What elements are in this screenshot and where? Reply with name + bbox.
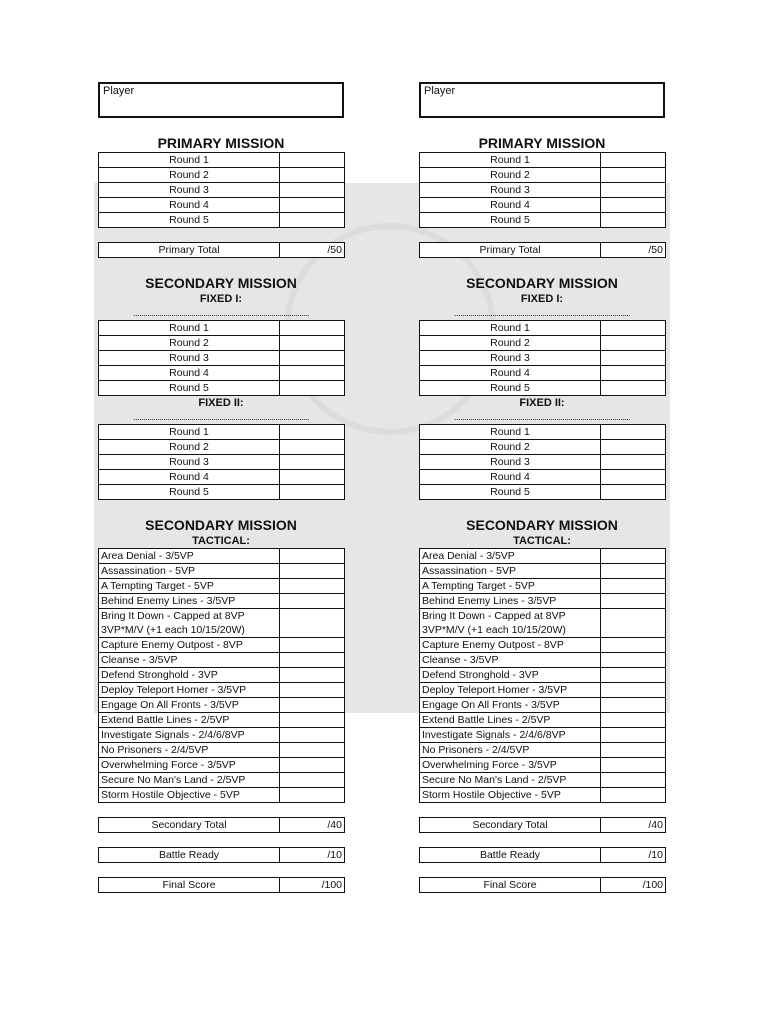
player-label: Player <box>424 85 456 97</box>
tactical-mission-name: Assassination - 5VP <box>99 564 280 579</box>
score-cell[interactable] <box>601 579 666 594</box>
score-cell[interactable] <box>280 758 345 773</box>
score-cell[interactable] <box>280 213 345 228</box>
tactical-mission-name: A Tempting Target - 5VP <box>99 579 280 594</box>
score-cell[interactable] <box>601 351 666 366</box>
final-score-table <box>98 877 345 893</box>
table-row <box>420 758 666 773</box>
round-label: Round 2 <box>420 168 601 183</box>
battle-ready-max[interactable]: /10 <box>601 848 666 863</box>
score-cell[interactable] <box>280 594 345 609</box>
tactical-mission-name: Storm Hostile Objective - 5VP <box>99 788 280 803</box>
table-row <box>420 878 666 893</box>
primary-rounds-table <box>98 152 345 228</box>
tactical-mission-heading: SECONDARY MISSION <box>466 517 618 533</box>
score-cell[interactable] <box>601 366 666 381</box>
score-cell[interactable] <box>601 336 666 351</box>
round-label: Round 1 <box>99 425 280 440</box>
table-row <box>99 818 345 833</box>
table-row <box>99 878 345 893</box>
score-cell[interactable] <box>601 198 666 213</box>
tactical-mission-note: 3VP*M/V (+1 each 10/15/20W) <box>420 623 601 638</box>
battle-ready-label: Battle Ready <box>99 848 280 863</box>
round-label: Round 5 <box>99 485 280 500</box>
battle-ready-table <box>98 847 345 863</box>
score-cell[interactable] <box>280 440 345 455</box>
score-cell[interactable] <box>280 470 345 485</box>
score-cell[interactable] <box>280 653 345 668</box>
tactical-mission-name: Capture Enemy Outpost - 8VP <box>420 638 601 653</box>
tactical-mission-name: Bring It Down - Capped at 8VP <box>99 609 280 624</box>
score-cell[interactable] <box>280 381 345 396</box>
round-label: Round 3 <box>420 351 601 366</box>
tactical-mission-name: Deploy Teleport Homer - 3/5VP <box>420 683 601 698</box>
final-score-max[interactable]: /100 <box>280 878 345 893</box>
tactical-mission-name: Capture Enemy Outpost - 8VP <box>99 638 280 653</box>
table-row <box>99 848 345 863</box>
table-row <box>420 549 666 564</box>
table-row <box>99 485 345 500</box>
round-label: Round 1 <box>420 321 601 336</box>
table-row <box>420 788 666 803</box>
score-cell[interactable] <box>280 366 345 381</box>
score-cell[interactable] <box>601 594 666 609</box>
table-row <box>420 455 666 470</box>
table-row <box>99 653 345 668</box>
round-label: Round 3 <box>420 455 601 470</box>
primary-total-max[interactable]: /50 <box>280 243 345 258</box>
player-label: Player <box>103 85 135 97</box>
table-row <box>420 321 666 336</box>
round-label: Round 4 <box>420 198 601 213</box>
fixed1-name-line[interactable]: ........................................................................................ <box>132 308 310 318</box>
score-cell[interactable] <box>280 579 345 594</box>
tactical-mission-name: Deploy Teleport Homer - 3/5VP <box>99 683 280 698</box>
primary-total-label: Primary Total <box>420 243 601 258</box>
table-row <box>420 564 666 579</box>
round-label: Round 5 <box>420 213 601 228</box>
score-cell[interactable] <box>280 668 345 683</box>
table-row <box>420 351 666 366</box>
primary-rounds-table <box>419 152 666 228</box>
round-label: Round 1 <box>420 425 601 440</box>
round-label: Round 4 <box>99 198 280 213</box>
table-row <box>420 638 666 653</box>
tactical-mission-name: Secure No Man's Land - 2/5VP <box>99 773 280 788</box>
fixed2-label: FIXED II: <box>198 397 244 409</box>
score-sheet-left <box>98 82 344 893</box>
table-row <box>420 381 666 396</box>
final-score-label: Final Score <box>99 878 280 893</box>
table-row <box>99 183 345 198</box>
primary-total-table <box>98 242 345 258</box>
battle-ready-label: Battle Ready <box>420 848 601 863</box>
table-row <box>99 351 345 366</box>
table-row <box>99 549 345 564</box>
score-cell[interactable] <box>280 425 345 440</box>
table-row <box>99 321 345 336</box>
tactical-mission-name: Overwhelming Force - 3/5VP <box>420 758 601 773</box>
tactical-mission-name: Behind Enemy Lines - 3/5VP <box>420 594 601 609</box>
table-row <box>420 848 666 863</box>
table-row <box>420 579 666 594</box>
score-cell[interactable] <box>601 455 666 470</box>
round-label: Round 4 <box>99 470 280 485</box>
table-row <box>99 579 345 594</box>
score-cell[interactable] <box>280 609 345 638</box>
fixed1-rounds-table <box>98 320 345 396</box>
score-cell[interactable] <box>601 153 666 168</box>
fixed2-rounds-table <box>419 424 666 500</box>
tactical-mission-name: Engage On All Fronts - 3/5VP <box>99 698 280 713</box>
round-label: Round 1 <box>420 153 601 168</box>
table-row <box>99 168 345 183</box>
tactical-label: TACTICAL: <box>192 535 250 547</box>
score-cell[interactable] <box>280 788 345 803</box>
score-cell[interactable] <box>280 698 345 713</box>
table-row <box>420 653 666 668</box>
tactical-mission-name: Area Denial - 3/5VP <box>99 549 280 564</box>
score-cell[interactable] <box>601 713 666 728</box>
table-row <box>99 788 345 803</box>
score-cell[interactable] <box>601 743 666 758</box>
table-row <box>420 470 666 485</box>
score-cell[interactable] <box>280 351 345 366</box>
table-row <box>420 698 666 713</box>
score-cell[interactable] <box>601 183 666 198</box>
score-cell[interactable] <box>280 198 345 213</box>
round-label: Round 2 <box>99 336 280 351</box>
tactical-mission-name: Bring It Down - Capped at 8VP <box>420 609 601 624</box>
score-cell[interactable] <box>601 381 666 396</box>
tactical-mission-name: Secure No Man's Land - 2/5VP <box>420 773 601 788</box>
table-row <box>420 243 666 258</box>
secondary-total-max[interactable]: /40 <box>280 818 345 833</box>
tactical-mission-note: 3VP*M/V (+1 each 10/15/20W) <box>99 623 280 638</box>
score-cell[interactable] <box>601 683 666 698</box>
table-row <box>99 366 345 381</box>
table-row <box>420 683 666 698</box>
table-row <box>99 381 345 396</box>
table-row <box>99 470 345 485</box>
score-cell[interactable] <box>280 336 345 351</box>
round-label: Round 2 <box>99 168 280 183</box>
battle-ready-max[interactable]: /10 <box>280 848 345 863</box>
table-row <box>420 728 666 743</box>
table-row <box>420 713 666 728</box>
table-row <box>99 713 345 728</box>
table-row <box>99 336 345 351</box>
round-label: Round 4 <box>420 366 601 381</box>
score-cell[interactable] <box>280 564 345 579</box>
score-cell[interactable] <box>280 549 345 564</box>
score-cell[interactable] <box>280 683 345 698</box>
table-row <box>420 485 666 500</box>
table-row <box>99 773 345 788</box>
player-name-box[interactable] <box>419 82 665 118</box>
table-row <box>420 183 666 198</box>
tactical-mission-name: No Prisoners - 2/4/5VP <box>420 743 601 758</box>
tactical-missions-table <box>419 548 666 803</box>
table-row <box>420 594 666 609</box>
score-cell[interactable] <box>601 698 666 713</box>
tactical-mission-name: Defend Stronghold - 3VP <box>420 668 601 683</box>
score-cell[interactable] <box>601 564 666 579</box>
tactical-mission-name: Investigate Signals - 2/4/6/8VP <box>99 728 280 743</box>
table-row <box>420 773 666 788</box>
battle-ready-table <box>419 847 666 863</box>
table-row <box>99 594 345 609</box>
round-label: Round 4 <box>420 470 601 485</box>
primary-total-label: Primary Total <box>99 243 280 258</box>
score-cell[interactable] <box>601 609 666 638</box>
score-cell[interactable] <box>601 485 666 500</box>
round-label: Round 2 <box>99 440 280 455</box>
tactical-mission-name: Cleanse - 3/5VP <box>420 653 601 668</box>
tactical-mission-name: Engage On All Fronts - 3/5VP <box>420 698 601 713</box>
final-score-table <box>419 877 666 893</box>
score-cell[interactable] <box>601 638 666 653</box>
table-row <box>420 213 666 228</box>
table-row <box>99 698 345 713</box>
score-cell[interactable] <box>280 773 345 788</box>
score-cell[interactable] <box>280 638 345 653</box>
score-cell[interactable] <box>601 425 666 440</box>
secondary-total-table <box>98 817 345 833</box>
tactical-mission-name: Assassination - 5VP <box>420 564 601 579</box>
tactical-mission-name: Extend Battle Lines - 2/5VP <box>420 713 601 728</box>
fixed1-name-line[interactable]: ........................................................................................ <box>453 308 631 318</box>
table-row <box>420 336 666 351</box>
round-label: Round 1 <box>99 153 280 168</box>
table-row <box>99 455 345 470</box>
score-cell[interactable] <box>601 758 666 773</box>
table-row <box>420 818 666 833</box>
score-cell[interactable] <box>601 440 666 455</box>
score-cell[interactable] <box>280 455 345 470</box>
table-row <box>420 668 666 683</box>
primary-mission-heading: PRIMARY MISSION <box>478 135 606 151</box>
tactical-mission-name: Defend Stronghold - 3VP <box>99 668 280 683</box>
round-label: Round 5 <box>99 381 280 396</box>
score-cell[interactable] <box>280 183 345 198</box>
table-row <box>99 728 345 743</box>
tactical-mission-heading: SECONDARY MISSION <box>145 517 297 533</box>
table-row <box>420 440 666 455</box>
round-label: Round 5 <box>420 485 601 500</box>
player-name-box[interactable] <box>98 82 344 118</box>
score-cell[interactable] <box>601 168 666 183</box>
table-row <box>420 743 666 758</box>
fixed2-name-line[interactable]: ........................................................................................ <box>453 412 631 422</box>
table-row <box>99 153 345 168</box>
score-cell[interactable] <box>601 773 666 788</box>
secondary-total-label: Secondary Total <box>99 818 280 833</box>
tactical-label: TACTICAL: <box>513 535 571 547</box>
primary-total-table <box>419 242 666 258</box>
score-cell[interactable] <box>601 668 666 683</box>
tactical-mission-name: No Prisoners - 2/4/5VP <box>99 743 280 758</box>
fixed2-name-line[interactable]: ........................................................................................ <box>132 412 310 422</box>
table-row <box>99 743 345 758</box>
table-row <box>420 366 666 381</box>
tactical-missions-table <box>98 548 345 803</box>
primary-total-max[interactable]: /50 <box>601 243 666 258</box>
round-label: Round 3 <box>420 183 601 198</box>
table-row <box>420 198 666 213</box>
score-sheet-right <box>419 82 665 893</box>
score-cell[interactable] <box>280 728 345 743</box>
score-cell[interactable] <box>601 788 666 803</box>
tactical-mission-name: Overwhelming Force - 3/5VP <box>99 758 280 773</box>
secondary-total-table <box>419 817 666 833</box>
table-row <box>420 609 666 624</box>
score-cell[interactable] <box>601 321 666 336</box>
round-label: Round 3 <box>99 351 280 366</box>
primary-mission-heading: PRIMARY MISSION <box>157 135 285 151</box>
table-row <box>99 425 345 440</box>
round-label: Round 5 <box>99 213 280 228</box>
fixed2-rounds-table <box>98 424 345 500</box>
secondary-total-max[interactable]: /40 <box>601 818 666 833</box>
tactical-mission-name: Storm Hostile Objective - 5VP <box>420 788 601 803</box>
score-cell[interactable] <box>280 153 345 168</box>
round-label: Round 2 <box>420 336 601 351</box>
table-row <box>99 564 345 579</box>
secondary-total-label: Secondary Total <box>420 818 601 833</box>
score-cell[interactable] <box>280 168 345 183</box>
table-row <box>99 638 345 653</box>
table-row <box>99 758 345 773</box>
score-cell[interactable] <box>601 728 666 743</box>
tactical-mission-name: Extend Battle Lines - 2/5VP <box>99 713 280 728</box>
table-row <box>99 243 345 258</box>
score-cell[interactable] <box>601 470 666 485</box>
table-row <box>420 153 666 168</box>
tactical-mission-name: A Tempting Target - 5VP <box>420 579 601 594</box>
score-cell[interactable] <box>280 321 345 336</box>
final-score-label: Final Score <box>420 878 601 893</box>
tactical-mission-name: Area Denial - 3/5VP <box>420 549 601 564</box>
table-row <box>420 168 666 183</box>
score-cell[interactable] <box>280 743 345 758</box>
score-cell[interactable] <box>280 713 345 728</box>
final-score-max[interactable]: /100 <box>601 878 666 893</box>
score-cell[interactable] <box>601 549 666 564</box>
score-cell[interactable] <box>280 485 345 500</box>
tactical-mission-name: Investigate Signals - 2/4/6/8VP <box>420 728 601 743</box>
round-label: Round 5 <box>420 381 601 396</box>
table-row <box>99 440 345 455</box>
table-row <box>99 668 345 683</box>
fixed1-rounds-table <box>419 320 666 396</box>
score-cell[interactable] <box>601 653 666 668</box>
fixed1-label: FIXED I: <box>520 293 564 305</box>
round-label: Round 4 <box>99 366 280 381</box>
table-row <box>99 213 345 228</box>
score-cell[interactable] <box>601 213 666 228</box>
fixed2-label: FIXED II: <box>519 397 565 409</box>
table-row <box>99 198 345 213</box>
secondary-mission-heading: SECONDARY MISSION <box>466 275 618 291</box>
fixed1-label: FIXED I: <box>199 293 243 305</box>
secondary-mission-heading: SECONDARY MISSION <box>145 275 297 291</box>
table-row <box>99 609 345 624</box>
round-label: Round 2 <box>420 440 601 455</box>
round-label: Round 3 <box>99 183 280 198</box>
round-label: Round 1 <box>99 321 280 336</box>
tactical-mission-name: Behind Enemy Lines - 3/5VP <box>99 594 280 609</box>
table-row <box>99 683 345 698</box>
tactical-mission-name: Cleanse - 3/5VP <box>99 653 280 668</box>
round-label: Round 3 <box>99 455 280 470</box>
table-row <box>420 425 666 440</box>
